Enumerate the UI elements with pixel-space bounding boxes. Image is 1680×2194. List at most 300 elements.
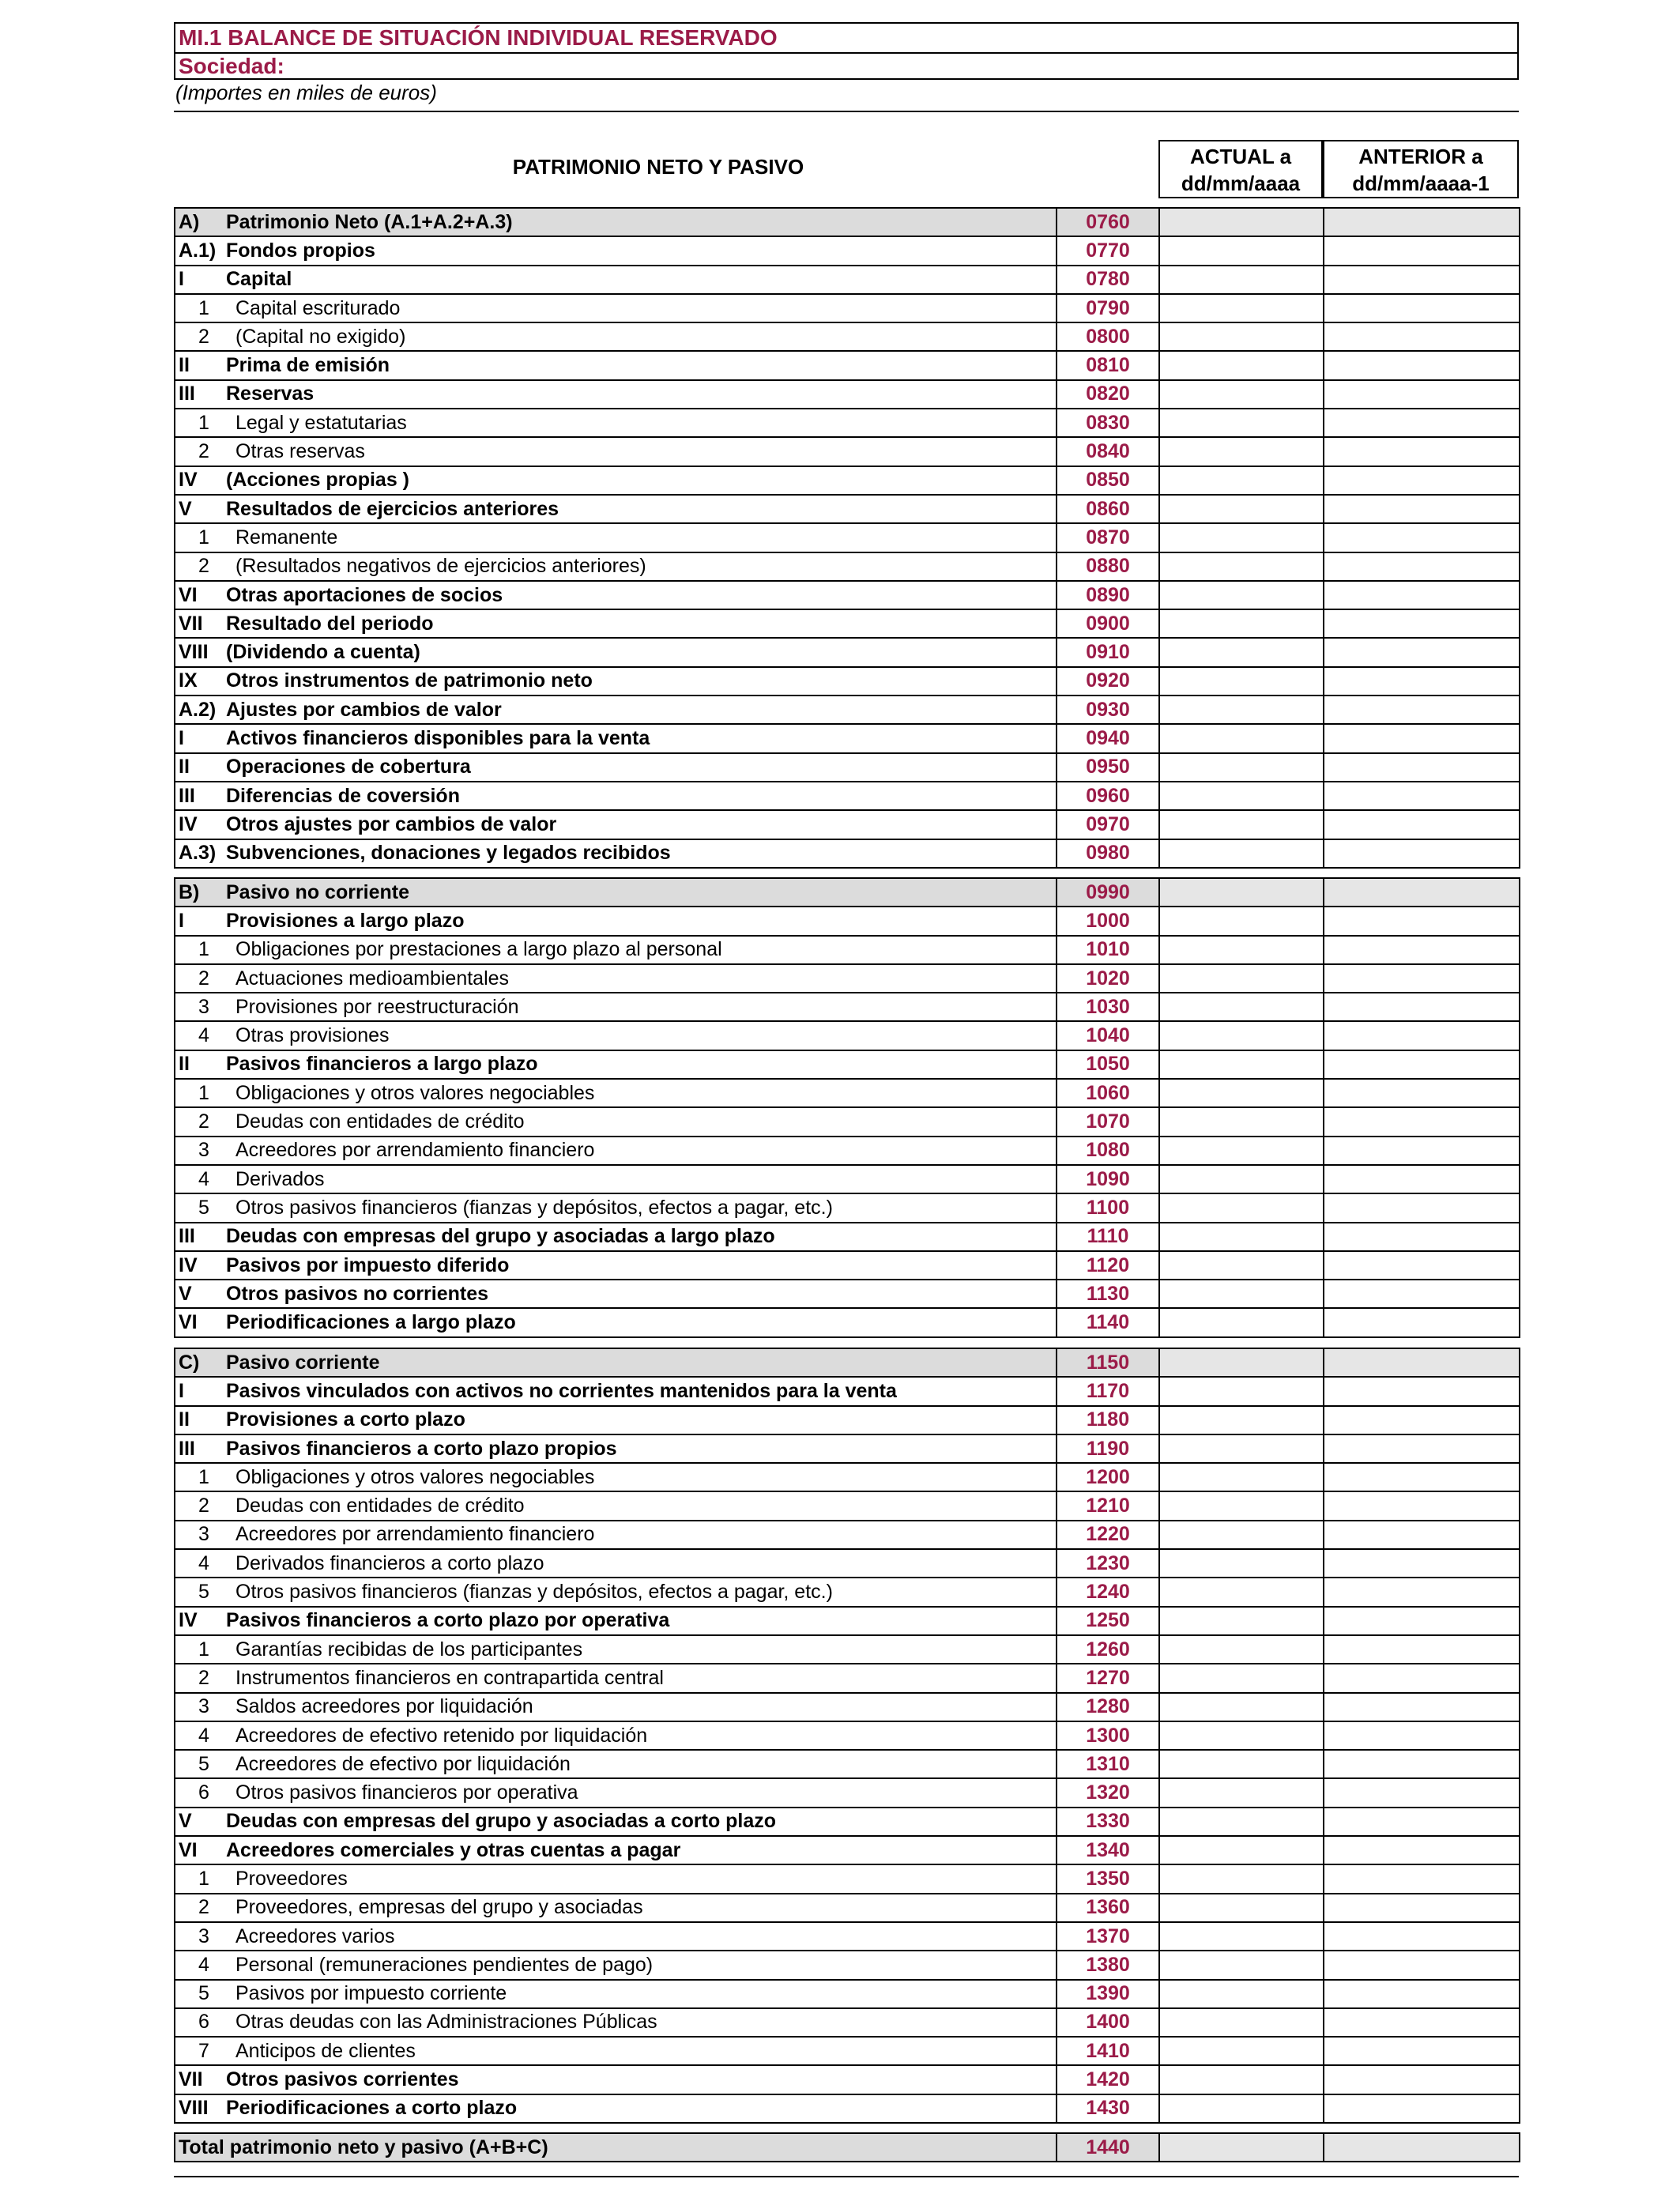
- actual-value-cell[interactable]: [1159, 1079, 1324, 1107]
- table-row: [175, 1348, 1520, 1377]
- table-row: [175, 609, 1520, 638]
- actual-value-cell[interactable]: [1159, 1377, 1324, 1405]
- table-row: [175, 1607, 1520, 1635]
- actual-value-cell[interactable]: [1159, 1721, 1324, 1750]
- row-code: 1220: [1057, 1521, 1159, 1549]
- actual-value-cell[interactable]: [1159, 1951, 1324, 1979]
- anterior-value-cell[interactable]: [1324, 609, 1520, 638]
- table-row: [175, 1693, 1520, 1721]
- table-row: [175, 1864, 1520, 1893]
- anterior-value-cell[interactable]: [1324, 993, 1520, 1021]
- balance-section-4: [174, 2132, 1520, 2162]
- actual-value-cell[interactable]: [1159, 609, 1324, 638]
- actual-value-cell[interactable]: [1159, 1922, 1324, 1951]
- row-number: 5: [198, 1752, 209, 1775]
- anterior-value-cell[interactable]: [1324, 1223, 1520, 1251]
- row-label-cell: [175, 753, 1057, 782]
- row-number: VII: [179, 612, 203, 635]
- actual-value-cell[interactable]: [1159, 667, 1324, 696]
- anterior-value-cell[interactable]: [1324, 638, 1520, 666]
- actual-value-cell[interactable]: [1159, 878, 1324, 907]
- actual-value-cell[interactable]: [1159, 1434, 1324, 1463]
- anterior-value-cell[interactable]: [1324, 724, 1520, 752]
- anterior-value-cell[interactable]: [1324, 1107, 1520, 1136]
- table-row: [175, 2094, 1520, 2123]
- actual-value-cell[interactable]: [1159, 437, 1324, 466]
- row-label: Anticipos de clientes: [235, 2039, 416, 2062]
- actual-value-cell[interactable]: [1159, 1836, 1324, 1864]
- row-label-cell: [175, 1922, 1057, 1951]
- row-code: 1060: [1057, 1079, 1159, 1107]
- row-label-cell: [175, 1193, 1057, 1222]
- table-row: [175, 1894, 1520, 1922]
- row-label-cell: [175, 523, 1057, 552]
- anterior-value-cell[interactable]: [1324, 907, 1520, 935]
- actual-value-cell[interactable]: [1159, 523, 1324, 552]
- actual-value-cell[interactable]: [1159, 2008, 1324, 2037]
- actual-value-cell[interactable]: [1159, 1491, 1324, 1520]
- row-number: 5: [198, 1581, 209, 1604]
- anterior-value-cell[interactable]: [1324, 1079, 1520, 1107]
- anterior-value-cell[interactable]: [1324, 380, 1520, 409]
- actual-value-cell[interactable]: [1159, 1549, 1324, 1578]
- row-label: Actuaciones medioambientales: [235, 967, 510, 990]
- anterior-value-cell[interactable]: [1324, 2094, 1520, 2123]
- anterior-value-cell[interactable]: [1324, 1308, 1520, 1336]
- anterior-value-cell[interactable]: [1324, 782, 1520, 810]
- anterior-value-cell[interactable]: [1324, 1280, 1520, 1308]
- anterior-value-cell[interactable]: [1324, 1922, 1520, 1951]
- table-row: [175, 667, 1520, 696]
- row-code: 1230: [1057, 1549, 1159, 1578]
- anterior-value-cell[interactable]: [1324, 409, 1520, 437]
- actual-value-cell[interactable]: [1159, 993, 1324, 1021]
- row-label: Otros pasivos financieros (fianzas y depósitos, efectos a pagar, etc.): [235, 1196, 833, 1219]
- table-row: [175, 993, 1520, 1021]
- table-row: [175, 1377, 1520, 1405]
- row-label: Provisiones a corto plazo: [226, 1408, 465, 1431]
- row-code: 1250: [1057, 1607, 1159, 1635]
- section-title: PATRIMONIO NETO Y PASIVO: [512, 155, 804, 179]
- actual-value-cell[interactable]: [1159, 638, 1324, 666]
- actual-value-cell[interactable]: [1159, 1308, 1324, 1336]
- row-label: (Capital no exigido): [235, 325, 406, 348]
- actual-value-cell[interactable]: [1159, 1107, 1324, 1136]
- anterior-value-cell[interactable]: [1324, 495, 1520, 523]
- row-number: 4: [198, 1167, 209, 1190]
- row-number: V: [179, 1282, 192, 1305]
- actual-value-cell[interactable]: [1159, 1750, 1324, 1778]
- row-code: 1370: [1057, 1922, 1159, 1951]
- actual-value-cell[interactable]: [1159, 696, 1324, 724]
- table-row: [175, 839, 1520, 868]
- actual-value-cell[interactable]: [1159, 2094, 1324, 2123]
- row-label-cell: [175, 1951, 1057, 1979]
- row-code: 1210: [1057, 1491, 1159, 1520]
- row-code: 0880: [1057, 552, 1159, 581]
- row-label-cell: [175, 782, 1057, 810]
- row-label-cell: [175, 1607, 1057, 1635]
- anterior-value-cell[interactable]: [1324, 1050, 1520, 1079]
- actual-value-cell[interactable]: [1159, 839, 1324, 868]
- row-label-cell: [175, 2065, 1057, 2094]
- col-header-actual-line2: dd/mm/aaaa: [1181, 172, 1301, 195]
- table-row: [175, 1549, 1520, 1578]
- row-number: 1: [198, 1465, 209, 1488]
- row-number: I: [179, 909, 184, 932]
- table-row: [175, 1721, 1520, 1750]
- actual-value-cell[interactable]: [1159, 351, 1324, 379]
- table-row: [175, 753, 1520, 782]
- table-row: [175, 380, 1520, 409]
- table-row: [175, 1079, 1520, 1107]
- actual-value-cell[interactable]: [1159, 1808, 1324, 1836]
- table-row: [175, 1251, 1520, 1280]
- row-code: 1050: [1057, 1050, 1159, 1079]
- row-label: Proveedores: [235, 1867, 348, 1890]
- actual-value-cell[interactable]: [1159, 1463, 1324, 1491]
- row-label-cell: [175, 907, 1057, 935]
- row-label: Resultado del periodo: [226, 612, 434, 635]
- anterior-value-cell[interactable]: [1324, 1808, 1520, 1836]
- anterior-value-cell[interactable]: [1324, 1864, 1520, 1893]
- anterior-value-cell[interactable]: [1324, 1894, 1520, 1922]
- row-number: 6: [198, 1781, 209, 1804]
- row-number: III: [179, 1225, 195, 1248]
- row-label: Acreedores por arrendamiento financiero: [235, 1139, 595, 1162]
- anterior-value-cell[interactable]: [1324, 1193, 1520, 1222]
- anterior-value-cell[interactable]: [1324, 964, 1520, 993]
- actual-value-cell[interactable]: [1159, 1280, 1324, 1308]
- row-code: 0990: [1057, 878, 1159, 907]
- balance-section-2: [174, 877, 1520, 1338]
- row-label: Derivados financieros a corto plazo: [235, 1551, 544, 1574]
- actual-value-cell[interactable]: [1159, 581, 1324, 609]
- row-number: VIII: [179, 2097, 209, 2120]
- anterior-value-cell[interactable]: [1324, 1521, 1520, 1549]
- row-number: 2: [198, 325, 209, 348]
- row-label: (Acciones propias ): [226, 469, 409, 492]
- anterior-value-cell[interactable]: [1324, 1434, 1520, 1463]
- anterior-value-cell[interactable]: [1324, 437, 1520, 466]
- actual-value-cell[interactable]: [1159, 1578, 1324, 1606]
- table-row: [175, 1521, 1520, 1549]
- row-number: 5: [198, 1196, 209, 1219]
- anterior-value-cell[interactable]: [1324, 1664, 1520, 1692]
- row-label-cell: [175, 1348, 1057, 1377]
- row-code: 1190: [1057, 1434, 1159, 1463]
- anterior-value-cell[interactable]: [1324, 1463, 1520, 1491]
- anterior-value-cell[interactable]: [1324, 1721, 1520, 1750]
- row-code: 1090: [1057, 1165, 1159, 1193]
- anterior-value-cell[interactable]: [1324, 322, 1520, 351]
- row-code: 1170: [1057, 1377, 1159, 1405]
- row-label: Garantías recibidas de los participantes: [235, 1638, 583, 1661]
- row-label: Acreedores de efectivo por liquidación: [235, 1752, 571, 1775]
- table-row: [175, 294, 1520, 322]
- row-label: Obligaciones y otros valores negociables: [235, 1081, 595, 1104]
- anterior-value-cell[interactable]: [1324, 1778, 1520, 1807]
- row-label: Patrimonio Neto (A.1+A.2+A.3): [226, 210, 513, 233]
- anterior-value-cell[interactable]: [1324, 936, 1520, 964]
- anterior-value-cell[interactable]: [1324, 1836, 1520, 1864]
- col-header-actual-line1: ACTUAL a: [1189, 145, 1292, 168]
- table-row: [175, 2037, 1520, 2065]
- row-number: II: [179, 1408, 190, 1431]
- row-label-cell: [175, 1107, 1057, 1136]
- row-code: 1140: [1057, 1308, 1159, 1336]
- row-code: 0970: [1057, 810, 1159, 839]
- actual-value-cell[interactable]: [1159, 1193, 1324, 1222]
- table-row: [175, 1406, 1520, 1434]
- anterior-value-cell[interactable]: [1324, 878, 1520, 907]
- anterior-value-cell[interactable]: [1324, 696, 1520, 724]
- anterior-value-cell[interactable]: [1324, 1578, 1520, 1606]
- row-label-cell: [175, 993, 1057, 1021]
- actual-value-cell[interactable]: [1159, 1864, 1324, 1893]
- row-number: IV: [179, 469, 198, 492]
- anterior-value-cell[interactable]: [1324, 466, 1520, 495]
- row-number: 3: [198, 1695, 209, 1718]
- row-label: Legal y estatutarias: [235, 411, 407, 434]
- anterior-value-cell[interactable]: [1324, 351, 1520, 379]
- row-label: (Resultados negativos de ejercicios anteriores): [235, 555, 646, 578]
- table-row: [175, 1491, 1520, 1520]
- actual-value-cell[interactable]: [1159, 2065, 1324, 2094]
- anterior-value-cell[interactable]: [1324, 1549, 1520, 1578]
- actual-value-cell[interactable]: [1159, 907, 1324, 935]
- row-label-cell: [175, 1165, 1057, 1193]
- row-label: Prima de emisión: [226, 354, 390, 377]
- actual-value-cell[interactable]: [1159, 2133, 1324, 2162]
- row-label-cell: [175, 1664, 1057, 1692]
- actual-value-cell[interactable]: [1159, 1165, 1324, 1193]
- actual-value-cell[interactable]: [1159, 1521, 1324, 1549]
- actual-value-cell[interactable]: [1159, 322, 1324, 351]
- row-number: IV: [179, 812, 198, 835]
- anterior-value-cell[interactable]: [1324, 523, 1520, 552]
- actual-value-cell[interactable]: [1159, 294, 1324, 322]
- actual-value-cell[interactable]: [1159, 1980, 1324, 2008]
- anterior-value-cell[interactable]: [1324, 208, 1520, 236]
- anterior-value-cell[interactable]: [1324, 1491, 1520, 1520]
- row-label: Otros instrumentos de patrimonio neto: [226, 669, 593, 692]
- actual-value-cell[interactable]: [1159, 1050, 1324, 1079]
- actual-value-cell[interactable]: [1159, 409, 1324, 437]
- table-row: [175, 810, 1520, 839]
- table-row: [175, 1808, 1520, 1836]
- row-label-cell: [175, 322, 1057, 351]
- actual-value-cell[interactable]: [1159, 1693, 1324, 1721]
- row-label-cell: [175, 1578, 1057, 1606]
- row-code: 1010: [1057, 936, 1159, 964]
- actual-value-cell[interactable]: [1159, 724, 1324, 752]
- anterior-value-cell[interactable]: [1324, 1693, 1520, 1721]
- actual-value-cell[interactable]: [1159, 753, 1324, 782]
- row-label-cell: [175, 1521, 1057, 1549]
- row-label-cell: [175, 208, 1057, 236]
- anterior-value-cell[interactable]: [1324, 294, 1520, 322]
- anterior-value-cell[interactable]: [1324, 1607, 1520, 1635]
- actual-value-cell[interactable]: [1159, 2037, 1324, 2065]
- row-code: 0820: [1057, 380, 1159, 409]
- anterior-value-cell[interactable]: [1324, 839, 1520, 868]
- row-code: 1030: [1057, 993, 1159, 1021]
- anterior-value-cell[interactable]: [1324, 810, 1520, 839]
- row-label: Subvenciones, donaciones y legados recibidos: [226, 842, 671, 865]
- row-number: III: [179, 383, 195, 405]
- anterior-value-cell[interactable]: [1324, 2037, 1520, 2065]
- row-label-cell: [175, 878, 1057, 907]
- anterior-value-cell[interactable]: [1324, 1750, 1520, 1778]
- row-number: 2: [198, 555, 209, 578]
- table-row: [175, 1193, 1520, 1222]
- row-number: 4: [198, 1953, 209, 1976]
- actual-value-cell[interactable]: [1159, 1607, 1324, 1635]
- row-number: I: [179, 726, 184, 749]
- row-label-cell: [175, 552, 1057, 581]
- table-row: [175, 1165, 1520, 1193]
- row-number: VII: [179, 2068, 203, 2091]
- actual-value-cell[interactable]: [1159, 1251, 1324, 1280]
- row-label-cell: [175, 1223, 1057, 1251]
- report-title: MI.1 BALANCE DE SITUACIÓN INDIVIDUAL RESERVADO: [179, 25, 778, 50]
- row-code: 1380: [1057, 1951, 1159, 1979]
- anterior-value-cell[interactable]: [1324, 581, 1520, 609]
- row-label-cell: [175, 2008, 1057, 2037]
- row-code: 1070: [1057, 1107, 1159, 1136]
- actual-value-cell[interactable]: [1159, 266, 1324, 294]
- actual-value-cell[interactable]: [1159, 936, 1324, 964]
- actual-value-cell[interactable]: [1159, 1635, 1324, 1664]
- table-row: [175, 351, 1520, 379]
- row-number: 1: [198, 1638, 209, 1661]
- row-label: Reservas: [226, 383, 315, 405]
- row-label: Obligaciones por prestaciones a largo plazo al personal: [235, 938, 722, 961]
- anterior-value-cell[interactable]: [1324, 2065, 1520, 2094]
- actual-value-cell[interactable]: [1159, 1223, 1324, 1251]
- anterior-value-cell[interactable]: [1324, 2008, 1520, 2037]
- actual-value-cell[interactable]: [1159, 466, 1324, 495]
- table-row: [175, 2065, 1520, 2094]
- row-number: C): [179, 1351, 200, 1374]
- actual-value-cell[interactable]: [1159, 552, 1324, 581]
- balance-section-3: [174, 1348, 1520, 2124]
- row-label-cell: [175, 1137, 1057, 1165]
- actual-value-cell[interactable]: [1159, 782, 1324, 810]
- row-number: I: [179, 1379, 184, 1402]
- row-number: 2: [198, 1495, 209, 1517]
- row-label-cell: [175, 380, 1057, 409]
- row-number: IV: [179, 1609, 198, 1632]
- anterior-value-cell[interactable]: [1324, 1165, 1520, 1193]
- row-number: I: [179, 268, 184, 291]
- row-code: 1420: [1057, 2065, 1159, 2094]
- row-label: Deudas con entidades de crédito: [235, 1110, 525, 1133]
- units-note: (Importes en miles de euros): [175, 81, 437, 104]
- row-code: 0910: [1057, 638, 1159, 666]
- row-number: 4: [198, 1024, 209, 1047]
- anterior-value-cell[interactable]: [1324, 1406, 1520, 1434]
- anterior-value-cell[interactable]: [1324, 266, 1520, 294]
- row-code: 1200: [1057, 1463, 1159, 1491]
- anterior-value-cell[interactable]: [1324, 667, 1520, 696]
- row-code: 0900: [1057, 609, 1159, 638]
- row-label-cell: [175, 351, 1057, 379]
- row-number: 3: [198, 1924, 209, 1947]
- actual-value-cell[interactable]: [1159, 810, 1324, 839]
- row-label-cell: [175, 409, 1057, 437]
- table-row: [175, 724, 1520, 752]
- row-label: Instrumentos financieros en contrapartida central: [235, 1666, 664, 1689]
- row-label: Otros pasivos corrientes: [226, 2068, 459, 2091]
- row-label: Total patrimonio neto y pasivo (A+B+C): [179, 2136, 548, 2158]
- row-number: 3: [198, 1523, 209, 1546]
- row-code: 1270: [1057, 1664, 1159, 1692]
- table-row: [175, 964, 1520, 993]
- anterior-value-cell[interactable]: [1324, 753, 1520, 782]
- anterior-value-cell[interactable]: [1324, 1348, 1520, 1377]
- row-label: Pasivos vinculados con activos no corrientes mantenidos para la venta: [226, 1379, 897, 1402]
- anterior-value-cell[interactable]: [1324, 1980, 1520, 2008]
- row-number: II: [179, 1053, 190, 1076]
- row-code: 1040: [1057, 1021, 1159, 1050]
- actual-value-cell[interactable]: [1159, 236, 1324, 265]
- actual-value-cell[interactable]: [1159, 1778, 1324, 1807]
- row-number: II: [179, 756, 190, 778]
- table-row: [175, 466, 1520, 495]
- actual-value-cell[interactable]: [1159, 1406, 1324, 1434]
- actual-value-cell[interactable]: [1159, 208, 1324, 236]
- anterior-value-cell[interactable]: [1324, 236, 1520, 265]
- actual-value-cell[interactable]: [1159, 1021, 1324, 1050]
- row-label: Otras deudas con las Administraciones Públicas: [235, 2011, 657, 2034]
- actual-value-cell[interactable]: [1159, 964, 1324, 993]
- anterior-value-cell[interactable]: [1324, 1251, 1520, 1280]
- row-label-cell: [175, 1808, 1057, 1836]
- table-row: [175, 782, 1520, 810]
- row-label: Otras aportaciones de socios: [226, 583, 503, 606]
- row-number: II: [179, 354, 190, 377]
- row-number: 3: [198, 995, 209, 1018]
- table-row: [175, 1434, 1520, 1463]
- row-label: Obligaciones y otros valores negociables: [235, 1465, 595, 1488]
- actual-value-cell[interactable]: [1159, 1894, 1324, 1922]
- actual-value-cell[interactable]: [1159, 1137, 1324, 1165]
- row-label-cell: [175, 724, 1057, 752]
- row-code: 0780: [1057, 266, 1159, 294]
- actual-value-cell[interactable]: [1159, 495, 1324, 523]
- anterior-value-cell[interactable]: [1324, 1377, 1520, 1405]
- table-row: [175, 1778, 1520, 1807]
- actual-value-cell[interactable]: [1159, 1664, 1324, 1692]
- anterior-value-cell[interactable]: [1324, 1021, 1520, 1050]
- row-code: 0810: [1057, 351, 1159, 379]
- anterior-value-cell[interactable]: [1324, 1635, 1520, 1664]
- actual-value-cell[interactable]: [1159, 380, 1324, 409]
- row-code: 0980: [1057, 839, 1159, 868]
- anterior-value-cell[interactable]: [1324, 1137, 1520, 1165]
- anterior-value-cell[interactable]: [1324, 1951, 1520, 1979]
- row-label: Otras provisiones: [235, 1024, 390, 1047]
- anterior-value-cell[interactable]: [1324, 2133, 1520, 2162]
- row-label-cell: [175, 1549, 1057, 1578]
- anterior-value-cell[interactable]: [1324, 552, 1520, 581]
- row-label: Proveedores, empresas del grupo y asociadas: [235, 1896, 643, 1919]
- row-code: 0960: [1057, 782, 1159, 810]
- row-label-cell: [175, 1778, 1057, 1807]
- actual-value-cell[interactable]: [1159, 1348, 1324, 1377]
